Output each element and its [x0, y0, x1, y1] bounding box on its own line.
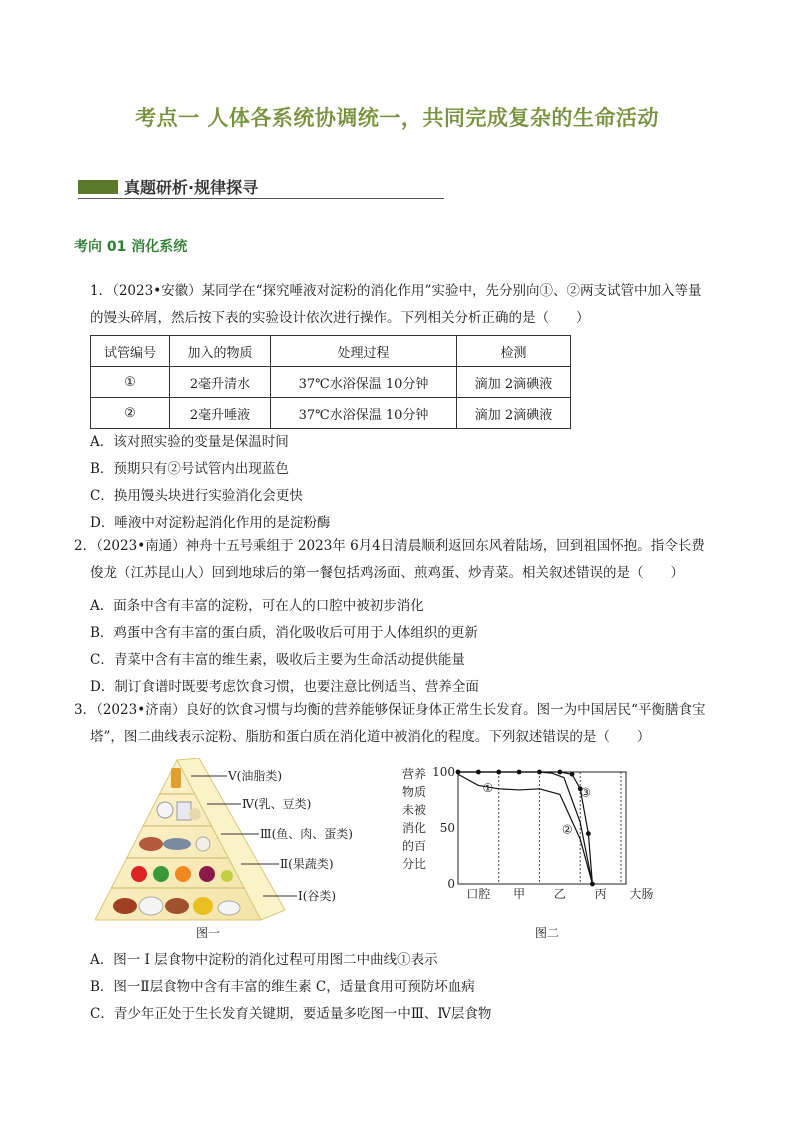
question-2-line-1: 2．（2023•南通）神舟十五号乘组于 2023年 6月4日清晨顺利返回东风着陆场，回到祖国怀抱。指令长费	[74, 538, 705, 554]
q1-option-b: B．预期只有②号试管内出现蓝色	[90, 461, 289, 477]
milk-carton-icon	[177, 802, 191, 820]
series-3-point	[476, 770, 481, 775]
meat-icon	[139, 837, 163, 851]
series-label-3: ③	[580, 785, 591, 800]
fish-icon	[163, 838, 191, 850]
section-heading: 考向 01 消化系统	[74, 239, 188, 255]
x-axis-ticks	[466, 886, 653, 901]
beans-icon	[189, 808, 201, 820]
table-cell: 滴加 2滴碘液	[457, 398, 571, 429]
table-cell: 37℃水浴保温 10分钟	[271, 398, 457, 429]
vegetable-icon	[153, 866, 169, 882]
question-3	[74, 697, 754, 751]
q3-option-a: A．图一 I 层食物中淀粉的消化过程可用图二中曲线①表示	[90, 952, 438, 968]
series-label-2: ②	[561, 822, 573, 837]
q2-option-d: D．制订食谱时既要考虑饮食习惯，也要注意比例适当、营养全面	[90, 679, 479, 695]
table-header-cell: 处理过程	[271, 336, 457, 367]
y-tick-label: 100	[432, 765, 455, 779]
pear-icon	[221, 870, 233, 882]
experiment-table	[90, 335, 571, 429]
question-2	[74, 533, 754, 587]
series-3-point	[586, 831, 591, 836]
table-header-cell: 加入的物质	[170, 336, 271, 367]
series-3-point	[590, 882, 595, 887]
egg-icon	[196, 837, 210, 851]
table-cell: 2毫升唾液	[170, 398, 271, 429]
table-cell: ①	[91, 367, 170, 398]
q1-option-d: D．唾液中对淀粉起消化作用的是淀粉酶	[90, 515, 331, 531]
series-3-point	[496, 770, 501, 775]
q2-option-c: C．青菜中含有丰富的维生素，吸收后主要为生命活动提供能量	[90, 652, 465, 668]
series-3-point	[537, 770, 542, 775]
y-axis-label-line: 分比	[402, 857, 427, 871]
rice-bowl-icon	[218, 901, 240, 915]
corn-icon	[193, 897, 213, 915]
question-3-line-1: 3．（2023•济南）良好的饮食习惯与均衡的营养能够保证身体正常生长发育。图一为中国居民“平衡膳食宝	[74, 702, 706, 718]
series-label-1: ①	[482, 781, 494, 796]
table-cell: 2毫升清水	[170, 367, 271, 398]
pyramid-label-i: Ⅰ(谷类)	[298, 889, 337, 903]
q3-option-c: C．青少年正处于生长发育关键期，要适量多吃图一中Ⅲ、Ⅳ层食物	[90, 1006, 492, 1022]
banner-underline	[78, 198, 444, 199]
y-axis-ticks	[432, 765, 455, 891]
table-header-row	[91, 336, 571, 367]
question-3-line-2: 塔”，图二曲线表示淀粉、脂肪和蛋白质在消化道中被消化的程度。下列叙述错误的是（ ）	[90, 729, 651, 745]
pyramid-label-iv: Ⅳ(乳、豆类)	[242, 797, 312, 811]
food-pyramid-figure	[95, 758, 385, 938]
y-axis-label-line: 未被	[402, 803, 427, 817]
x-tick-label: 甲	[513, 887, 526, 901]
q2-option-b: B．鸡蛋中含有丰富的蛋白质，消化吸收后可用于人体组织的更新	[90, 625, 478, 641]
milk-icon	[157, 802, 173, 818]
q3-option-b: B．图一Ⅱ层食物中含有丰富的维生素 C，适量食用可预防坏血病	[90, 979, 475, 995]
x-tick-label: 丙	[594, 887, 607, 901]
sweet-potato-icon	[113, 898, 137, 914]
table-cell: 37℃水浴保温 10分钟	[271, 367, 457, 398]
table-cell: ②	[91, 398, 170, 429]
table-row	[91, 398, 571, 429]
x-tick-label: 口腔	[466, 887, 491, 901]
x-tick-label: 乙	[553, 887, 566, 901]
page-title: 考点一 人体各系统协调统一，共同完成复杂的生命活动	[135, 106, 659, 130]
y-axis-label-line: 的百	[402, 839, 427, 853]
series-lines	[456, 770, 595, 887]
series-3-point	[456, 770, 461, 775]
question-1	[90, 278, 740, 332]
series-3-point	[557, 770, 562, 775]
y-axis-label	[402, 766, 426, 871]
banner-heading: 真题研析·规律探寻	[124, 178, 259, 197]
q1-option-c: C．换用馒头块进行实验消化会更快	[90, 488, 303, 504]
y-axis-label-line: 消化	[402, 821, 427, 835]
question-1-line-2: 的馒头碎屑，然后按下表的实验设计依次进行操作。下列相关分析正确的是（ ）	[90, 310, 590, 326]
oil-bottle-icon	[171, 768, 181, 788]
series-3-point	[517, 770, 522, 775]
q2-option-a: A．面条中含有丰富的淀粉，可在人的口腔中被初步消化	[90, 598, 424, 614]
tomato-icon	[131, 866, 147, 882]
table-header-cell: 试管编号	[91, 336, 170, 367]
table-cell: 滴加 2滴碘液	[457, 367, 571, 398]
bun-icon	[139, 897, 163, 915]
question-1-line-1: 1．（2023•安徽）某同学在“探究唾液对淀粉的消化作用”实验中，先分别向①、②两支试管中加入等量	[90, 283, 702, 299]
grape-icon	[199, 866, 215, 882]
y-tick-label: 0	[447, 877, 455, 891]
orange-icon	[175, 866, 191, 882]
pyramid-label-ii: Ⅱ(果蔬类)	[280, 857, 334, 871]
y-axis-label-line: 营养	[402, 767, 427, 781]
series-3-point	[570, 772, 575, 777]
bread-icon	[165, 898, 189, 914]
digestion-chart	[400, 762, 660, 912]
pyramid-label-iii: Ⅲ(鱼、肉、蛋类)	[260, 827, 353, 841]
y-axis-label-line: 物质	[402, 785, 427, 799]
table-header-cell: 检测	[457, 336, 571, 367]
table-row	[91, 367, 571, 398]
stage-dividers	[499, 772, 621, 884]
y-tick-label: 50	[439, 821, 455, 835]
figure-2-caption: 图二	[535, 926, 560, 940]
pyramid-label-v: Ⅴ(油脂类)	[228, 769, 283, 783]
banner-bar	[78, 180, 118, 194]
x-tick-label: 大肠	[629, 887, 654, 901]
question-2-line-2: 俊龙（江苏昆山人）回到地球后的第一餐包括鸡汤面、煎鸡蛋、炒青菜。相关叙述错误的是（ ）	[90, 565, 684, 581]
figure-1-caption: 图一	[196, 926, 221, 940]
q1-option-a: A．该对照实验的变量是保温时间	[90, 434, 289, 450]
